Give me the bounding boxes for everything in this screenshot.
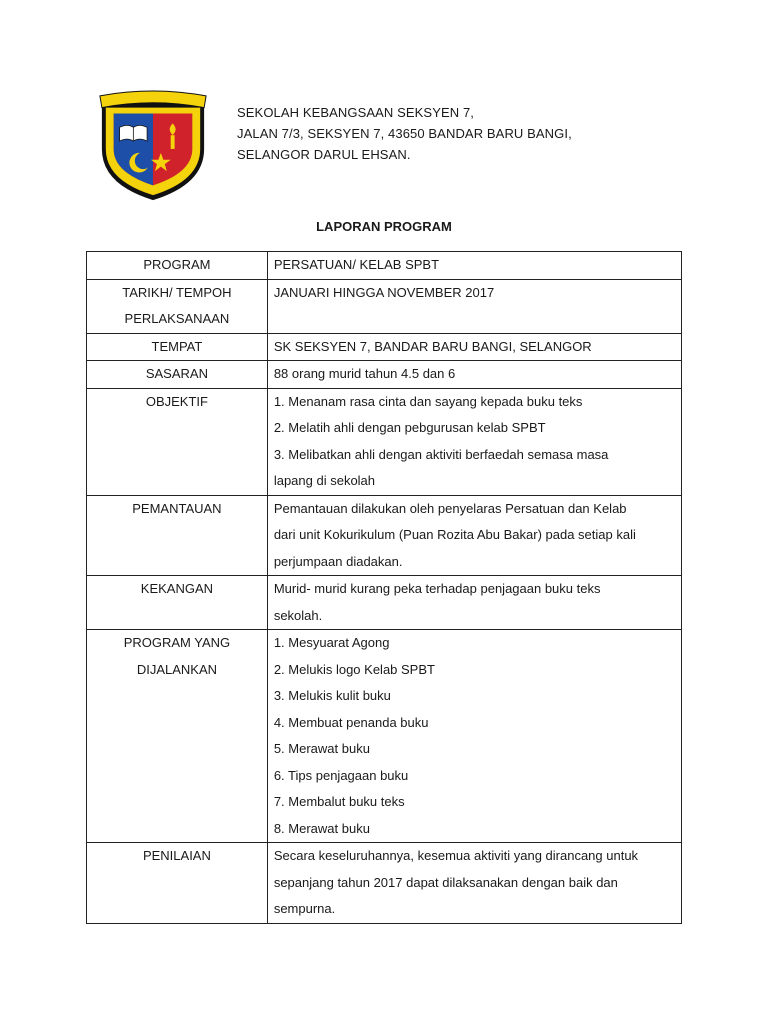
- objektif-item: lapang di sekolah: [273, 473, 376, 488]
- row-value-tarikh: JANUARI HINGGA NOVEMBER 2017: [267, 279, 681, 333]
- row-label-penilaian: PENILAIAN: [87, 843, 268, 924]
- kekangan-line: Murid- murid kurang peka terhadap penjagaan buku teks: [273, 581, 601, 596]
- row-value-objektif: [267, 388, 681, 495]
- row-label-program-dijalankan: [87, 630, 268, 843]
- program-item: 8. Merawat buku: [273, 820, 370, 836]
- penilaian-line: sempurna.: [273, 901, 336, 916]
- objektif-item: 3. Melibatkan ahli dengan aktiviti berfaedah semasa masa: [273, 446, 609, 462]
- kekangan-line: sekolah.: [273, 607, 323, 623]
- penilaian-line: sepanjang tahun 2017 dapat dilaksanakan dengan baik dan: [273, 874, 618, 890]
- row-value-tempat: SK SEKSYEN 7, BANDAR BARU BANGI, SELANGOR: [267, 333, 681, 361]
- row-label-program-dijalankan-line-2: DIJALANKAN: [136, 661, 218, 677]
- table-row-program-dijalankan: [87, 630, 682, 843]
- report-table: [86, 251, 682, 924]
- school-address: [237, 102, 572, 165]
- program-item: 3. Melukis kulit buku: [273, 688, 391, 703]
- row-label-kekangan: KEKANGAN: [87, 576, 268, 630]
- table-row-kekangan: [87, 576, 682, 630]
- row-value-sasaran: 88 orang murid tahun 4.5 dan 6: [267, 361, 681, 389]
- program-item: 1. Mesyuarat Agong: [273, 635, 390, 650]
- pemantauan-line: dari unit Kokurikulum (Puan Rozita Abu Bakar) pada setiap kali: [273, 527, 636, 542]
- row-label-objektif: OBJEKTIF: [87, 388, 268, 495]
- address-line-1: SEKOLAH KEBANGSAAN SEKSYEN 7,: [237, 105, 474, 120]
- row-value-kekangan: [267, 576, 681, 630]
- address-line-2: JALAN 7/3, SEKSYEN 7, 43650 BANDAR BARU BANGI,: [237, 126, 572, 141]
- row-label-tarikh: [87, 279, 268, 333]
- row-label-program: PROGRAM: [87, 252, 268, 280]
- table-row-sasaran: [87, 361, 682, 389]
- row-label-tempat: TEMPAT: [87, 333, 268, 361]
- penilaian-line: Secara keseluruhannya, kesemua aktiviti yang dirancang untuk: [273, 848, 639, 863]
- report-title: LAPORAN PROGRAM: [316, 219, 452, 234]
- objektif-item: 1. Menanam rasa cinta dan sayang kepada buku teks: [273, 393, 583, 409]
- row-value-program: PERSATUAN/ KELAB SPBT: [267, 252, 681, 280]
- row-value-penilaian: [267, 843, 681, 924]
- program-item: 2. Melukis logo Kelab SPBT: [273, 661, 435, 677]
- table-row-pemantauan: [87, 495, 682, 576]
- objektif-item: 2. Melatih ahli dengan pebgurusan kelab SPBT: [273, 420, 546, 435]
- program-item: 6. Tips penjagaan buku: [273, 767, 409, 783]
- table-row-tempat: [87, 333, 682, 361]
- table-row-program: [87, 252, 682, 280]
- program-item: 7. Membalut buku teks: [273, 794, 405, 809]
- table-row-objektif: [87, 388, 682, 495]
- row-label-tarikh-line-2: PERLAKSANAAN: [124, 311, 230, 326]
- pemantauan-line: perjumpaan diadakan.: [273, 553, 403, 569]
- pemantauan-line: Pemantauan dilakukan oleh penyelaras Persatuan dan Kelab: [273, 500, 627, 516]
- row-label-pemantauan: PEMANTAUAN: [87, 495, 268, 576]
- table-row-tarikh: [87, 279, 682, 333]
- row-label-program-dijalankan-line-1: PROGRAM YANG: [123, 635, 231, 650]
- row-value-pemantauan: [267, 495, 681, 576]
- program-item: 4. Membuat penanda buku: [273, 714, 429, 730]
- table-row-penilaian: [87, 843, 682, 924]
- row-label-tarikh-line-1: TARIKH/ TEMPOH: [122, 284, 232, 300]
- row-value-program-dijalankan: [267, 630, 681, 843]
- address-line-3: SELANGOR DARUL EHSAN.: [237, 147, 411, 162]
- program-item: 5. Merawat buku: [273, 741, 370, 756]
- school-crest-logo: [94, 88, 212, 204]
- row-label-sasaran: SASARAN: [87, 361, 268, 389]
